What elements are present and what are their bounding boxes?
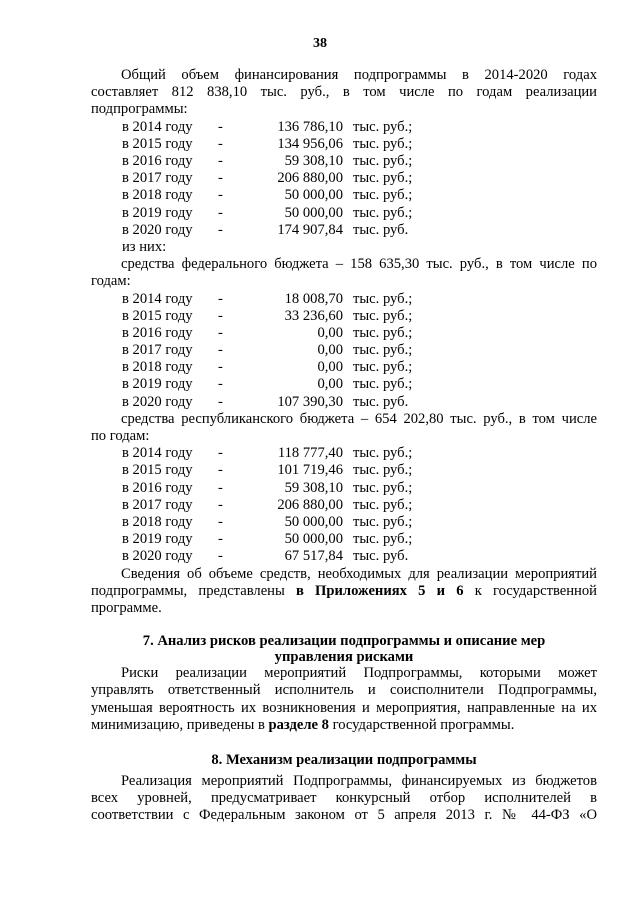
- row-dash: -: [218, 342, 223, 359]
- row-year: в 2019 году: [122, 531, 193, 548]
- row-value: 18 008,70: [284, 290, 343, 307]
- funding-row: [91, 291, 597, 308]
- row-unit: тыс. руб.;: [353, 290, 413, 307]
- row-value: 50 000,00: [284, 187, 343, 204]
- row-unit: тыс. руб.: [353, 548, 409, 565]
- row-year: в 2015 году: [122, 462, 193, 479]
- row-unit: тыс. руб.;: [353, 496, 413, 513]
- row-value: 101 719,46: [277, 462, 343, 479]
- funding-row: [91, 342, 597, 359]
- row-dash: -: [218, 548, 223, 565]
- row-dash: -: [218, 290, 223, 307]
- row-dash: -: [218, 462, 223, 479]
- intro-paragraph: [91, 67, 597, 119]
- row-dash: -: [218, 307, 223, 324]
- row-unit: тыс. руб.;: [353, 307, 413, 324]
- intro-line-1: Общий объем финансирования подпрограммы в 2014-2020 годах: [121, 67, 597, 83]
- row-dash: -: [218, 221, 223, 238]
- section-8-line-1: Реализация мероприятий Подпрограммы, финансируемых из бюджетов: [121, 772, 597, 789]
- row-year: в 2014 году: [122, 445, 193, 462]
- section-7-line-4-start: минимизацию, приведены в: [91, 716, 269, 733]
- federal-line-1: средства федерального бюджета – 158 635,30 тыс. руб., в том числе по: [121, 256, 597, 273]
- funding-row: [91, 376, 597, 393]
- section-7-line-4: [91, 717, 597, 734]
- row-value: 134 956,06: [277, 135, 343, 152]
- intro-line-3: подпрограммы:: [91, 101, 188, 118]
- row-dash: -: [218, 187, 223, 204]
- section-7-line-2: управлять ответственный исполнитель и соисполнители Подпрограммы,: [91, 682, 597, 699]
- section-8-line-2: всех уровней, предусматривает конкурсный отбор исполнителей в: [91, 790, 597, 807]
- funding-row: [91, 480, 597, 497]
- funding-row: [91, 514, 597, 531]
- row-value: 67 517,84: [284, 548, 343, 565]
- section-8-paragraph: [91, 773, 597, 825]
- section-7-line-1: Риски реализации мероприятий Подпрограммы, которыми может: [121, 665, 597, 682]
- row-value: 0,00: [317, 376, 343, 393]
- row-year: в 2017 году: [122, 496, 193, 513]
- funding-row: [91, 153, 597, 170]
- row-unit: тыс. руб.: [353, 221, 409, 238]
- funding-row: [91, 170, 597, 187]
- funding-row: [91, 548, 597, 565]
- row-dash: -: [218, 376, 223, 393]
- row-unit: тыс. руб.;: [353, 445, 413, 462]
- row-year: в 2017 году: [122, 342, 193, 359]
- row-dash: -: [218, 514, 223, 530]
- row-year: в 2016 году: [122, 324, 193, 341]
- federal-funding-table: [91, 291, 597, 411]
- funding-row: [91, 119, 597, 136]
- row-value: 0,00: [317, 324, 343, 341]
- row-unit: тыс. руб.;: [353, 204, 413, 221]
- funding-row: [91, 359, 597, 376]
- row-unit: тыс. руб.;: [353, 514, 413, 530]
- funding-row: [91, 531, 597, 548]
- row-year: в 2018 году: [122, 514, 193, 530]
- row-year: в 2015 году: [122, 135, 193, 152]
- row-year: в 2018 году: [122, 359, 193, 376]
- republic-line-1: средства республиканского бюджета – 654 202,80 тыс. руб., в том числе: [121, 410, 597, 427]
- section-8-reference: разделе 8: [268, 716, 329, 733]
- row-year: в 2019 году: [122, 376, 193, 393]
- total-funding-table: [91, 119, 597, 239]
- row-unit: тыс. руб.;: [353, 187, 413, 204]
- row-year: в 2015 году: [122, 307, 193, 324]
- info-paragraph: [91, 566, 597, 618]
- row-value: 33 236,60: [284, 307, 343, 324]
- funding-row: [91, 445, 597, 462]
- republic-funding-table: [91, 445, 597, 565]
- section-8-heading: 8. Механизм реализации подпрограммы: [211, 751, 477, 768]
- row-value: 0,00: [317, 342, 343, 359]
- row-dash: -: [218, 393, 223, 410]
- section-7-line-4-end: государственной программы.: [328, 716, 515, 733]
- row-year: в 2018 году: [122, 187, 193, 204]
- section-7-heading: [91, 633, 597, 665]
- row-year: в 2020 году: [122, 393, 193, 410]
- row-unit: тыс. руб.;: [353, 324, 413, 341]
- funding-row: [91, 497, 597, 514]
- page-content: [91, 67, 597, 825]
- row-value: 50 000,00: [284, 204, 343, 221]
- row-value: 50 000,00: [284, 531, 343, 548]
- funding-row: [91, 187, 597, 204]
- row-dash: -: [218, 496, 223, 513]
- row-dash: -: [218, 324, 223, 341]
- section-8-line-3: соответствии с Федеральным законом от 5 апреля 2013 г. № 44-ФЗ «О: [91, 807, 597, 824]
- row-unit: тыс. руб.;: [353, 152, 413, 169]
- row-dash: -: [218, 531, 223, 548]
- funding-row: [91, 308, 597, 325]
- row-unit: тыс. руб.;: [353, 462, 413, 479]
- row-value: 107 390,30: [277, 393, 343, 410]
- row-value: 59 308,10: [284, 479, 343, 496]
- row-unit: тыс. руб.;: [353, 359, 413, 376]
- row-unit: тыс. руб.;: [353, 135, 413, 152]
- info-line-2-start: подпрограммы, представлены: [91, 582, 296, 599]
- row-dash: -: [218, 170, 223, 187]
- federal-line-2: годам:: [91, 273, 131, 290]
- info-line-2-end: к государственной: [463, 582, 597, 599]
- section-7-line-3: уменьшая вероятность их возникновения и мероприятия, направленные на их: [91, 699, 597, 716]
- info-line-1: Сведения об объеме средств, необходимых для реализации мероприятий: [121, 565, 597, 582]
- row-dash: -: [218, 359, 223, 376]
- row-value: 118 777,40: [277, 445, 343, 462]
- row-year: в 2017 году: [122, 170, 193, 187]
- federal-paragraph: [91, 256, 597, 290]
- row-value: 206 880,00: [277, 496, 343, 513]
- row-unit: тыс. руб.;: [353, 342, 413, 359]
- republic-paragraph: [91, 411, 597, 445]
- row-unit: тыс. руб.;: [353, 531, 413, 548]
- row-year: в 2014 году: [122, 118, 193, 135]
- funding-row: [91, 222, 597, 239]
- section-7-title-line-2: управления рисками: [274, 649, 414, 666]
- row-unit: тыс. руб.;: [353, 118, 413, 135]
- section-7-title-line-1: 7. Анализ рисков реализации подпрограммы и описание мер: [142, 633, 546, 650]
- row-value: 0,00: [317, 359, 343, 376]
- row-year: в 2016 году: [122, 152, 193, 169]
- funding-row: [91, 394, 597, 411]
- row-dash: -: [218, 118, 223, 135]
- row-unit: тыс. руб.;: [353, 376, 413, 393]
- of-them-label: из них:: [122, 238, 167, 255]
- row-dash: -: [218, 135, 223, 152]
- appendix-reference: в Приложениях 5 и 6: [295, 582, 464, 599]
- row-value: 206 880,00: [277, 170, 343, 187]
- republic-line-2: по годам:: [91, 428, 150, 445]
- row-year: в 2019 году: [122, 204, 193, 221]
- row-year: в 2020 году: [122, 221, 193, 238]
- row-value: 174 907,84: [277, 221, 343, 238]
- funding-row: [91, 325, 597, 342]
- info-line-3: программе.: [91, 599, 162, 616]
- row-unit: тыс. руб.;: [353, 479, 413, 496]
- funding-row: [91, 136, 597, 153]
- row-unit: тыс. руб.;: [353, 170, 413, 187]
- row-dash: -: [218, 204, 223, 221]
- row-unit: тыс. руб.: [353, 393, 409, 410]
- info-line-2: [91, 583, 597, 600]
- row-value: 50 000,00: [284, 514, 343, 530]
- row-dash: -: [218, 445, 223, 462]
- row-value: 136 786,10: [277, 118, 343, 135]
- row-dash: -: [218, 479, 223, 496]
- row-value: 59 308,10: [284, 152, 343, 169]
- row-dash: -: [218, 152, 223, 169]
- row-year: в 2014 году: [122, 290, 193, 307]
- section-7-paragraph: [91, 665, 597, 734]
- page-number: 38: [313, 36, 327, 51]
- row-year: в 2020 году: [122, 548, 193, 565]
- funding-row: [91, 462, 597, 479]
- row-year: в 2016 году: [122, 479, 193, 496]
- intro-line-2: составляет 812 838,10 тыс. руб., в том числе по годам реализации: [91, 84, 597, 101]
- funding-row: [91, 205, 597, 222]
